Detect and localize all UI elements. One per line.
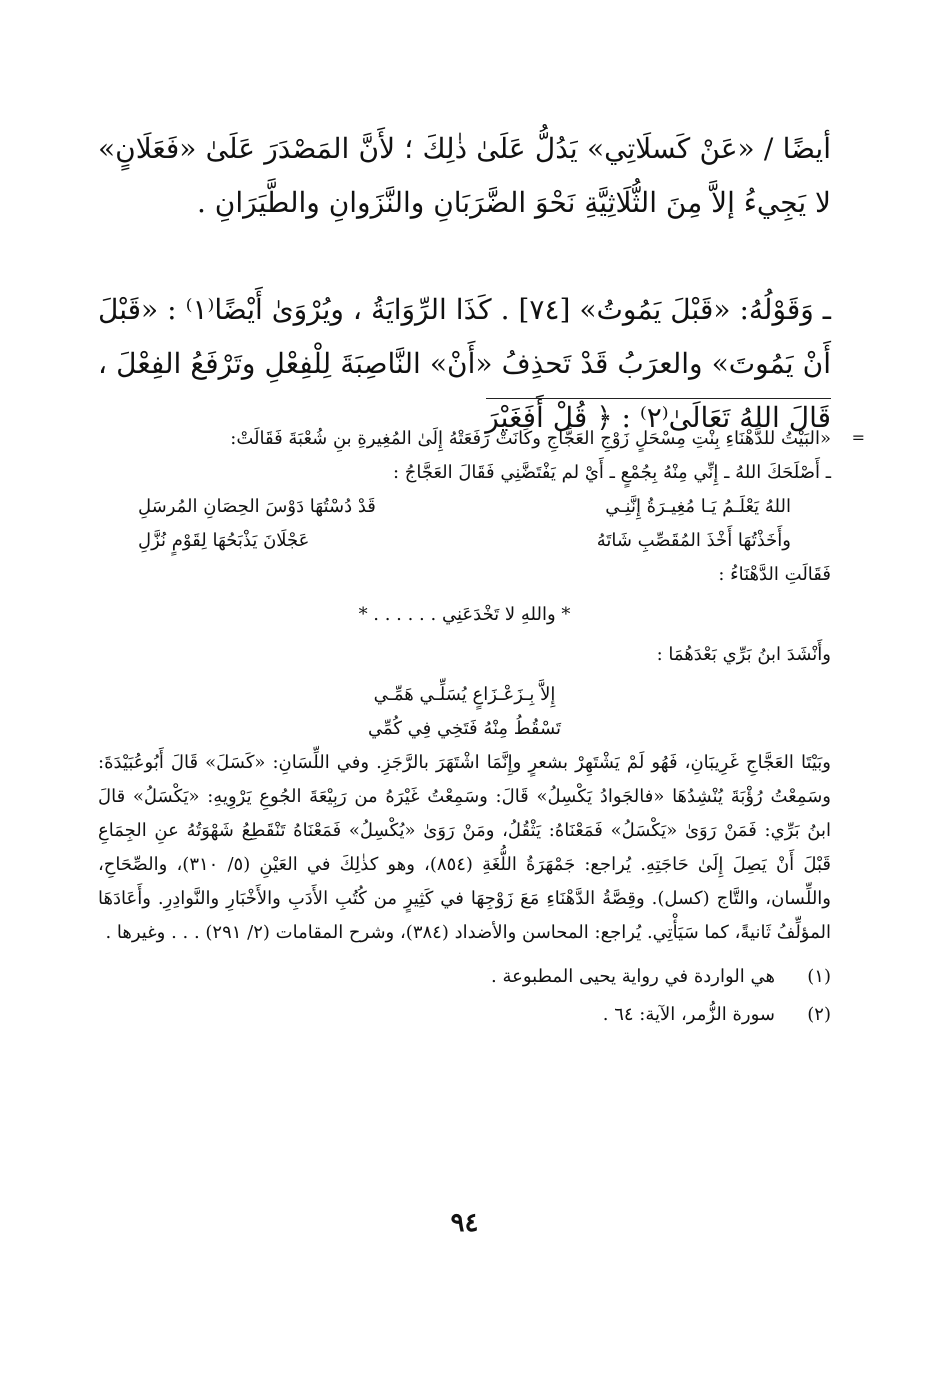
verse-2-left: عَجْلَانَ يَذْبَحُهَا لِقَوْمٍ نُزَّلِ: [138, 530, 310, 551]
footnote-1: [98, 958, 831, 996]
note-line-2: ـ أَصْلَحَكَ اللهُ ـ إِنِّي مِنْهُ بِجُمْعٍ ـ أَيْ لم يَفْتَضَّنِي فَقَالَ العَجَّاجُ :: [392, 462, 831, 483]
footnote-1-number: (١): [807, 966, 831, 987]
notes-section: [98, 422, 831, 1034]
footnote-2: [98, 996, 831, 1034]
rajaz-line-1: إِلاَّ بِـزَعْـزَاعٍ يُسَلِّـي هَمِّـي: [373, 684, 556, 705]
footnote-separator: [486, 398, 831, 399]
note-line-4: * واللهِ لا تَخْدَعَنِي . . . . . . *: [358, 604, 571, 625]
page-number: ٩٤: [450, 1208, 479, 1238]
verse-1-left: قَدْ دُسْتُهَا دَوْسَ الحِصَانِ المُرسَلِ: [138, 496, 376, 517]
footnote-2-text: سورة الزُّمر، الآية: ٦٤ .: [602, 1004, 775, 1025]
note-line-3: فَقَالَتِ الدَّهْنَاءُ :: [718, 564, 831, 585]
page: [98, 0, 865, 1374]
verse-2-right: وأَخَذْتُهَا أَخْذَ المُقَصِّبِ شَاتَهُ: [596, 530, 791, 551]
verse-line-1: [98, 490, 831, 524]
note-body: وبَيْتَا العَجَّاجِ غَرِيبَانِ، فَهُو لَمْ يَشْتَهِرْ بشعرٍ وإِنَّمَا اشْتَهَرَ بالرَّجَزِ. وفي اللِّسَانِ: «كَسَلَ» قَالَ أَبُوعُبَيْدَةَ: وسَمِعْتُ رُؤْبَةَ يُنْشِدُهَا «فالجَوادُ يَكْسِلُ» قَالَ: وسَمِعْتُ غَيْرَهُ من رَبِيْعَةَ الجُوعِ يَرْوِيهِ: «يَكْسَلُ» قالَ ابنُ بَرِّي: فَمَنْ رَوَىٰ «يَكْسَلُ» فَمَعْنَاهُ: يَثْقُلُ، ومَنْ رَوَىٰ «يُكْسِلُ» فَمَعْنَاهُ تَنْقَطِعُ شَهْوَتُهُ عنِ الجِمَاعِ قَبْلَ أَنْ يَصِلَ إِلَىٰ حَاجَتِهِ. يُراجع: جَمْهَرَةُ اللُّغَةِ (٨٥٤)، وهو كذٰلِكَ في العَيْنِ (٥/ ٣١٠)، والصِّحَاحِ، واللِّسان، والتَّاج (كسل). وقِصَّةُ الدَّهْنَاءِ مَعَ زَوْجِهَا في كَثِيرٍ من كُتُبِ الأَدَبِ والأَخْبَارِ والنَّوادِرِ. وأَعَادَهَا المؤلِّفُ ثَانيةً، كما سَيَأْتِي. يُراجع: المحاسن والأضداد (٣٨٤)، وشرح المقامات (٢/ ٢٩١) . . . وغيرها .: [98, 752, 832, 943]
footnote-2-number: (٢): [807, 1004, 831, 1025]
continuation-mark: =: [851, 428, 865, 447]
main-paragraph-2: ـ وَقَوْلُهُ: «قَبْلَ يَمُوتُ» [٧٤] . كَذَا الرِّوَايَةُ ، ويُرْوَىٰ أَيْضًا⁽١⁾ : «قَبْلَ أَنْ يَمُوتَ» والعرَبُ قَدْ تَحذِفُ «أَنْ» النَّاصِبَةَ لِلْفِعْلِ وتَرْفَعُ الفِعْلَ ، قَالَ اللهُ تَعَالَىٰ⁽٢⁾ : ﴿ قُلْ أَفَغَيْرَ: [98, 293, 831, 434]
footnote-1-text: هي الواردة في رواية يحيى المطبوعة .: [491, 966, 775, 987]
rajaz-line-2: تَسْقُطُ مِنْهُ فَتَخِي فِي كُمِّي: [367, 718, 562, 739]
note-line-1: «البَيْتُ للدَّهْنَاءِ بِنْتِ مِسْحَلٍ زَوْجِ العَجَّاجِ وكَانَتْ رَفَعَتْهُ إِلَىٰ المُغِيرةِ بنِ شُعْبَةَ فَقَالَتْ:: [230, 428, 831, 449]
footnotes: [98, 958, 831, 1034]
verse-line-2: [98, 524, 831, 558]
verse-1-right: اللهُ يَعْلَـمُ يَـا مُغِيـرَةُ إِنَّنِـي: [605, 496, 791, 517]
note-line-5: وأَنْشَدَ ابنُ بَرِّي بَعْدَهُمَا :: [656, 644, 831, 665]
main-paragraph-1: أيضًا / «عَنْ كَسلَاتِي» يَدُلُّ عَلَىٰ ذٰلِكَ ؛ لأَنَّ المَصْدَرَ عَلَىٰ «فَعَلَانٍ» لا يَجِيءُ إلاَّ مِنَ الثُّلَاثِيَّةِ نَحْوَ الضَّرَبَانِ والنَّزَوانِ والطَّيَرَانِ .: [98, 132, 831, 219]
